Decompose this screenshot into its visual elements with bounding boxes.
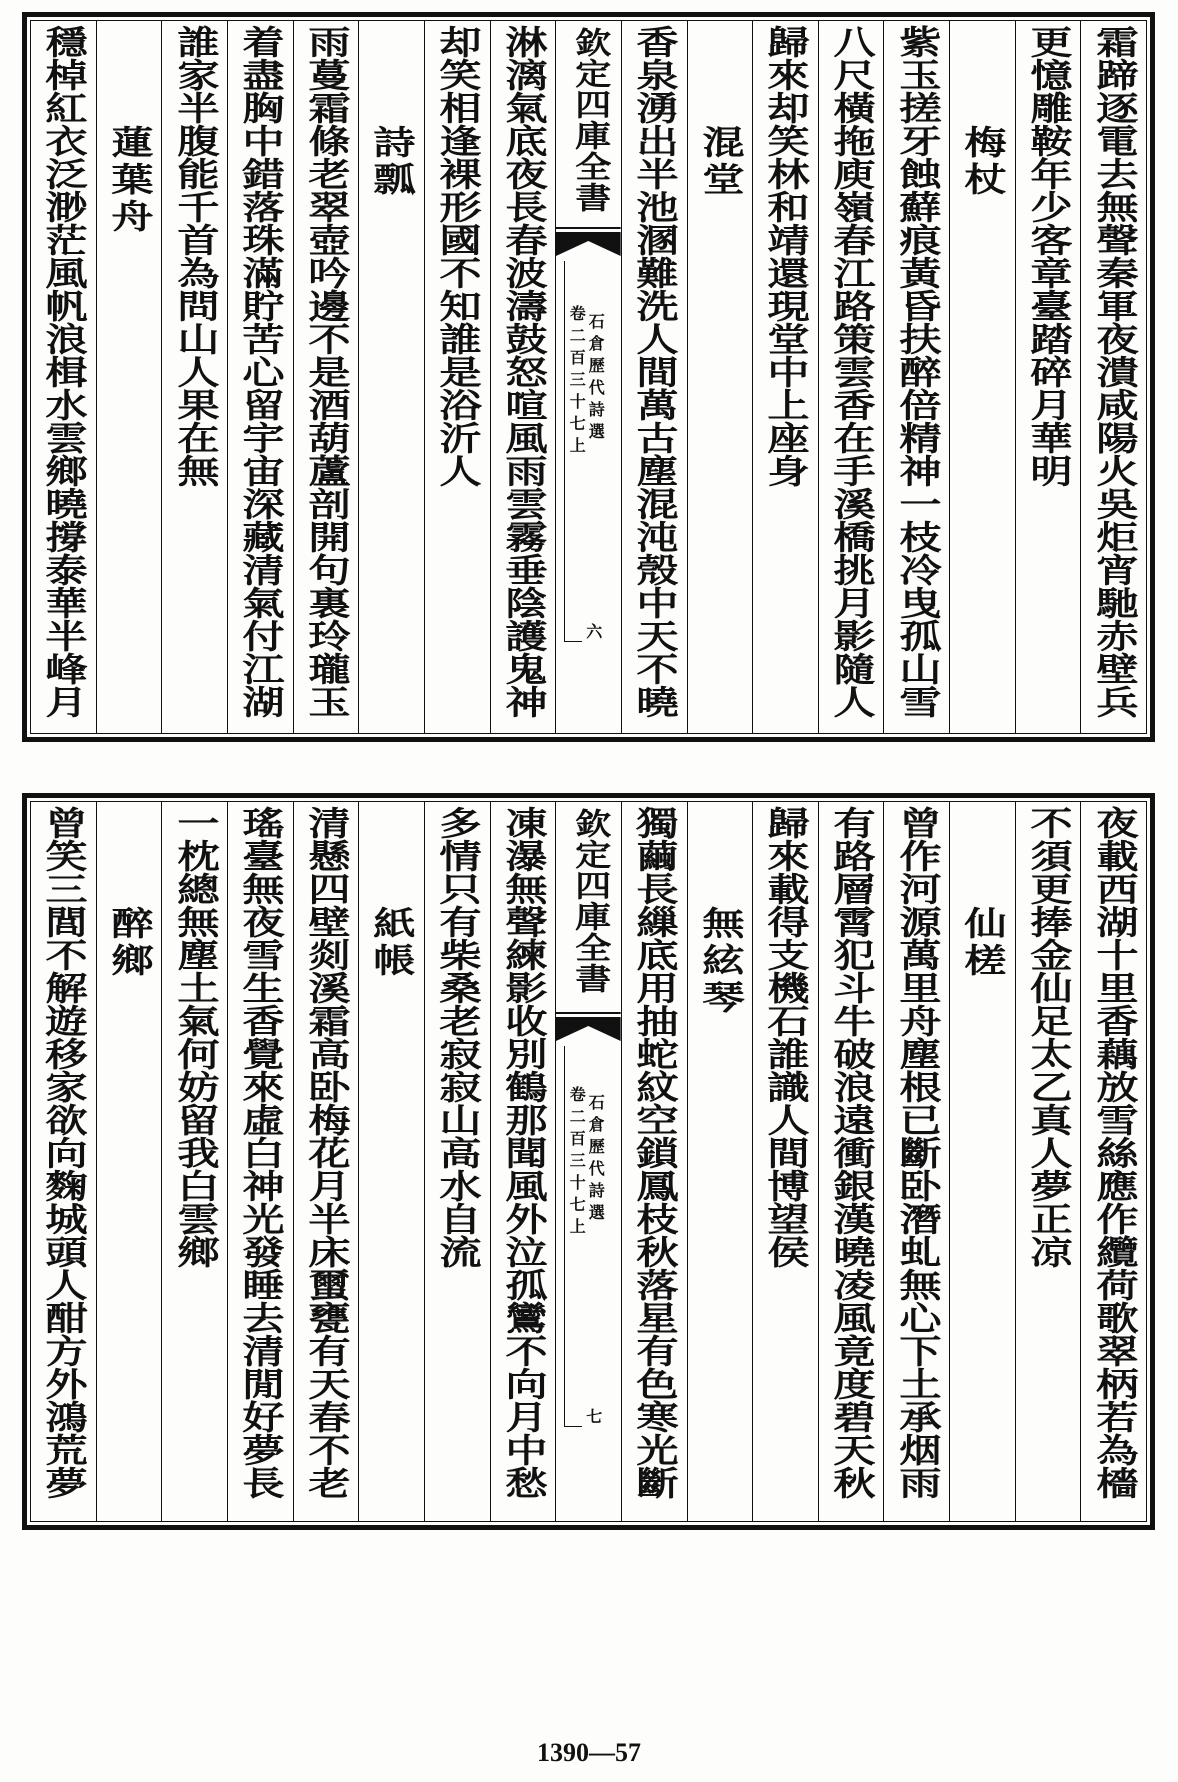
poem-title: 蓮葉舟 — [104, 125, 155, 236]
verse-column — [161, 21, 227, 733]
poem-title-column — [949, 21, 1015, 733]
verse-column — [621, 802, 687, 1521]
verse-column — [227, 802, 293, 1521]
verse-column — [883, 802, 949, 1521]
poem-title-column — [358, 802, 424, 1521]
poem-title-column — [687, 802, 753, 1521]
verse-column — [31, 21, 96, 733]
verse-column — [424, 802, 490, 1521]
top-page-panel — [22, 12, 1155, 742]
verse-text: 歸來載得支機石誰識人間博望侯 — [761, 806, 812, 1268]
verse-text: 更憶雕鞍年少客章臺踏碎月華明 — [1023, 25, 1074, 487]
verse-text: 八尺橫拖庾嶺春江路策雲香在手溪橋挑月影隨人 — [826, 25, 877, 718]
volume-number: 卷二百三十七上 — [567, 1086, 587, 1240]
verse-column — [883, 21, 949, 733]
leaf-number: 七 — [586, 1407, 603, 1426]
leaf-marker-line — [564, 641, 582, 642]
verse-column — [818, 21, 884, 733]
verse-column — [490, 802, 556, 1521]
anthology-name: 石倉歷代詩選 — [586, 313, 606, 445]
verse-text: 不須更捧金仙足太乙真人夢正凉 — [1023, 806, 1074, 1268]
verse-text: 霜蹄逐電去無聲秦軍夜潰咸陽火吳炬宵馳赤壁兵 — [1089, 25, 1140, 718]
verse-column — [621, 21, 687, 733]
poem-title-column — [358, 21, 424, 733]
verse-text: 誰家半腹能千首為問山人果在無 — [170, 25, 221, 487]
fishtail-mark-icon — [556, 227, 621, 257]
verse-column — [1015, 802, 1081, 1521]
verse-column — [1015, 21, 1081, 733]
verse-text: 雨蔓霜條老翠壺吟邊不是酒葫蘆剖開句裏玲瓏玉 — [301, 25, 352, 718]
verse-text: 多情只有柴桑老寂寂山高水自流 — [433, 806, 484, 1268]
verse-text: 獨繭長繅底用抽蛇紋空鎖鳳枝秋落星有色寒光斷 — [630, 806, 680, 1499]
verse-text: 瑤臺無夜雪生香覺來虛白神光發睡去清閒好夢長 — [236, 806, 287, 1499]
poem-title-column — [949, 802, 1015, 1521]
page-code: 1390—57 — [537, 1738, 641, 1767]
verse-text: 凍瀑無聲練影收別鶴那聞風外泣孤鸞不向月中愁 — [498, 806, 549, 1499]
verse-text: 清懸四壁剡溪霜高卧梅花月半床蠒甕有天春不老 — [301, 806, 352, 1499]
verse-text: 歸來却笑林和靖還現堂中上座身 — [761, 25, 812, 487]
verse-text: 紫玉搓牙蝕蘚痕黃昏扶醉倍精神一枝冷曳孤山雪 — [892, 25, 943, 718]
verse-text: 有路層霄犯斗牛破浪遠衝銀漢曉凌風竟度碧天秋 — [826, 806, 877, 1499]
verse-column — [161, 802, 227, 1521]
center-fold-column — [555, 802, 621, 1521]
center-guide-line — [564, 261, 565, 641]
poem-title-column — [96, 802, 162, 1521]
center-guide-line — [564, 1046, 565, 1426]
bottom-page-column-grid — [30, 801, 1147, 1522]
verse-column — [1080, 21, 1146, 733]
poem-title: 紙帳 — [367, 906, 418, 980]
verse-text: 淋漓氣底夜長春波濤鼓怒喧風雨雲霧垂陰護鬼神 — [498, 25, 549, 718]
verse-column — [818, 802, 884, 1521]
poem-title: 醉鄉 — [104, 906, 155, 980]
verse-column — [490, 21, 556, 733]
verse-column — [1080, 802, 1146, 1521]
verse-column — [293, 802, 359, 1521]
verse-column — [31, 802, 96, 1521]
poem-title-column — [687, 21, 753, 733]
verse-text: 穩棹紅衣泛渺茫風帆浪楫水雲鄉曉撐泰華半峰月 — [39, 25, 90, 718]
leaf-number: 六 — [586, 622, 603, 641]
verse-column — [752, 802, 818, 1521]
verse-text: 夜載西湖十里香藕放雪絲應作纜荷歌翠柄若為檣 — [1089, 806, 1140, 1499]
anthology-name: 石倉歷代詩選 — [586, 1094, 606, 1226]
volume-number: 卷二百三十七上 — [567, 305, 587, 459]
collection-title: 欽定四庫全書 — [567, 808, 610, 994]
bottom-page-panel — [22, 793, 1155, 1530]
collection-title: 欽定四庫全書 — [567, 27, 610, 213]
verse-text: 香泉湧出半池溷難洗人間萬古塵混沌殼中天不曉 — [630, 25, 680, 718]
center-fold-column — [555, 21, 621, 733]
poem-title: 梅杖 — [958, 125, 1009, 199]
verse-text: 着盡胸中錯落珠滿貯苦心留宇宙深藏清氣付江湖 — [236, 25, 287, 718]
verse-column — [752, 21, 818, 733]
top-page-column-grid — [30, 20, 1147, 734]
leaf-marker-line — [564, 1426, 582, 1427]
poem-title: 詩瓢 — [367, 125, 418, 199]
verse-column — [424, 21, 490, 733]
verse-text: 曾作河源萬里舟塵根已斷卧潛虬無心下土承烟雨 — [892, 806, 943, 1499]
verse-column — [227, 21, 293, 733]
verse-text: 曾笑三閭不解遊移家欲向麴城頭人酣方外鴻荒夢 — [39, 806, 90, 1499]
verse-text: 却笑相逢裸形國不知誰是浴沂人 — [433, 25, 484, 487]
poem-title: 無絃琴 — [695, 906, 746, 1017]
poem-title-column — [96, 21, 162, 733]
verse-text: 一枕總無塵土氣何妨留我白雲鄉 — [170, 806, 221, 1268]
verse-column — [293, 21, 359, 733]
poem-title: 仙槎 — [958, 906, 1009, 980]
fishtail-mark-icon — [556, 1012, 621, 1042]
poem-title: 混堂 — [695, 125, 746, 199]
